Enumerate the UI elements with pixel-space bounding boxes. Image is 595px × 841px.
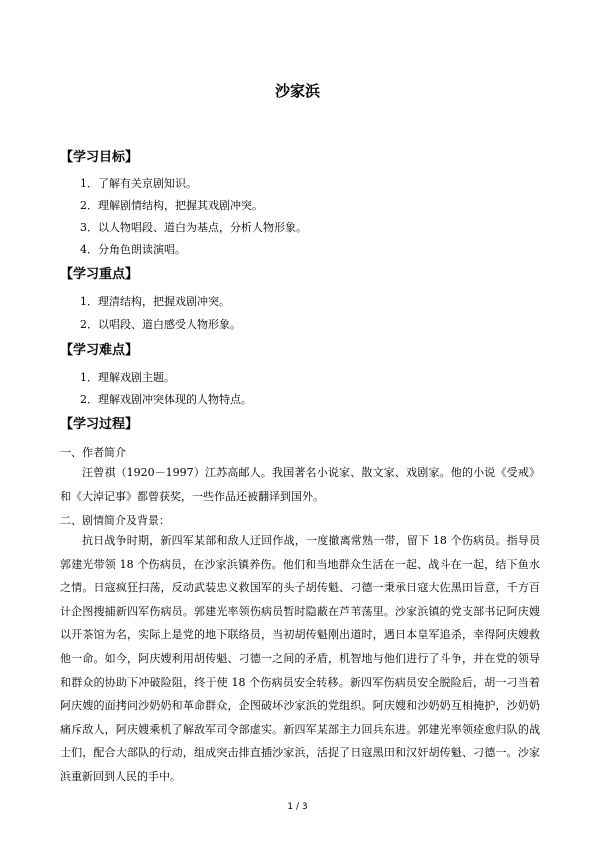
page-title: 沙家浜 <box>274 82 320 100</box>
objective-item: 3．以人物唱段、道白为基点，分析人物形象。 <box>80 221 307 234</box>
page-number: 1 / 3 <box>287 802 308 812</box>
key-point-item: 1．理清结构，把握戏剧冲突。 <box>80 295 230 308</box>
difficulty-item: 1．理解戏剧主题。 <box>80 371 175 384</box>
section-heading-objectives: 【学习目标】 <box>60 150 139 165</box>
objective-item: 2．理解剧情结构，把握其戏剧冲突。 <box>80 199 263 212</box>
plot-intro-heading: 二、剧情简介及背景： <box>60 514 170 527</box>
difficulty-item: 2．理解戏剧冲突体现的人物特点。 <box>80 393 252 406</box>
plot-intro-paragraph: 抗日战争时期，新四军某部和敌人迂回作战，一度撤离常熟一带，留下 18 个伤病员。指导员郭建光带领 18 个伤病员，在沙家浜镇养伤。他们和当地群众生活在一起、战斗在一起，结下鱼水之情。日寇疯狂扫荡，反动武装忠义救国军的头子胡传魁、刁德一秉承日寇大佐黑田旨意，千方百计企图搜捕新四军伤病员。郭建光率领伤病员暂时隐蔽在芦苇荡里。沙家浜镇的党支部书记阿庆嫂以开茶馆为名，实际上是党的地下联络员，当初胡传魁刚出道时，遇日本皇军追杀，幸得阿庆嫂救他一命。如今，阿庆嫂利用胡传魁、刁德一之间的矛盾，机智地与他们进行了斗争，并在党的领导和群众的协助下冲破险阻，终于使 18 个伤病员安全转移。新四军伤病员安全脱险后，胡一刁当着阿庆嫂的面拷问沙奶奶和革命群众，企图破坏沙家浜的党组织。阿庆嫂和沙奶奶互相掩护，沙奶奶痛斥敌人，阿庆嫂乘机了解敌军司令部虚实。新四军某部主力回兵东进。郭建光率领痊愈归队的战士们，配合大部队的行动，组成突击排直插沙家浜，活捉了日寇黑田和汉奸胡传魁、刁德一。沙家浜重新回到人民的手中。 <box>60 534 540 783</box>
key-point-item: 2．以唱段、道白感受人物形象。 <box>80 318 241 331</box>
section-heading-process: 【学习过程】 <box>60 417 139 432</box>
section-heading-key-points: 【学习重点】 <box>60 267 139 282</box>
section-heading-difficulties: 【学习难点】 <box>60 343 139 358</box>
author-intro-paragraph: 汪曾祺（1920－1997）江苏高邮人。我国著名小说家、散文家、戏剧家。他的小说《受戒》和《大淖记事》都曾获奖，一些作品还被翻译到国外。 <box>60 466 540 503</box>
author-intro-heading: 一、作者简介 <box>60 446 126 459</box>
objective-item: 4．分角色朗读演唱。 <box>80 243 186 256</box>
objective-item: 1．了解有关京剧知识。 <box>80 177 197 190</box>
